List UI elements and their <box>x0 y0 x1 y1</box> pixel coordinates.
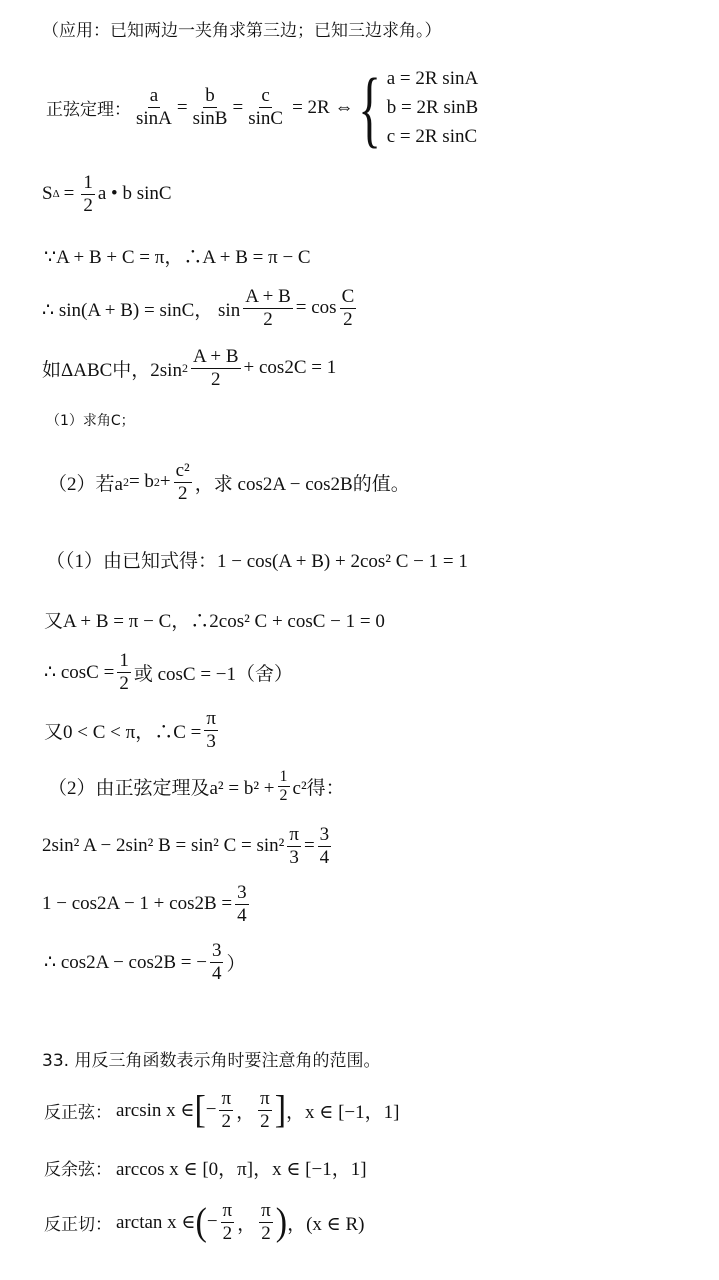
application-note: （应用：已知两边一夹角求第三边；已知三边求角。） <box>42 21 442 41</box>
question-2: （2）若a 2 = b 2 + $\frac{\text{c²}}{2}$ ，求 cos2A − cos2B的值。 <box>48 460 410 504</box>
law-of-sines: 正弦定理： $\frac{a}{\sin A}$ = $\frac{b}{\sin B}$ = $\frac{c}{\sin C}$ = 2R ⇔ { a = 2R sinA b = 2R sinB c = 2R sinC <box>46 59 479 156</box>
fraction-c-sinC: $\frac{c}{\sin C}$ <box>248 85 284 129</box>
area-formula: S Δ = $\frac{1}{2}$ a • b sinC <box>42 172 172 216</box>
solution-cos-expression: 1 − cos2A − 1 + cos2B = $\frac{3}{4}$ <box>42 882 247 926</box>
angle-sum: ∵A + B + C = π，∴A + B = π − C <box>44 247 311 268</box>
sin-sum-identity: ∴ sin(A + B) = sinC， sin $\frac{A + B}{2}$ = cos $\frac{C}{2}$ <box>42 286 355 330</box>
solution-result: ∴ cos2A − cos2B = − $\frac{3}{4}$ ） <box>44 940 246 984</box>
solution-cosC: ∴ cosC = $\frac{1}{2}$ 或 cosC = −1（舍） <box>44 650 293 694</box>
solution-angle-C: 又0 < C < π，∴C = $\frac{\pi}{3}$ <box>44 708 216 752</box>
law-of-sines-label: 正弦定理： <box>46 100 131 120</box>
solution-step-1: （（1）由已知式得：1 − cos(A + B) + 2cos² C − 1 = 1 <box>46 551 468 572</box>
section-33-heading: 33. 用反三角函数表示角时要注意角的范围。 <box>42 1051 381 1071</box>
solution-sin-squares: 2sin² A − 2sin² B = sin² C = sin² $\frac{\pi}{3}$ = $\frac{3}{4}$ <box>42 824 330 868</box>
sine-system: { a = 2R sinA b = 2R sinB c = 2R sinC <box>358 59 479 156</box>
question-1: （1）求角C； <box>46 413 135 429</box>
left-brace: { <box>358 59 382 156</box>
fraction-a-sinA: $\frac{a}{\sin A}$ <box>136 85 172 129</box>
arcsin-range: 反正弦： arcsin x ∈ [ − $\frac{\pi}{2}$ ， $\frac{\pi}{2}$ ] ，x ∈ [−1，1] <box>44 1088 400 1132</box>
arctan-range: 反正切： arctan x ∈ ( − $\frac{\pi}{2}$ ， $\frac{\pi}{2}$ ) ，(x ∈ R) <box>44 1200 365 1244</box>
example-problem: 如ΔABC中，2sin 2 $\frac{A + B}{2}$ + cos2C = 1 <box>42 346 337 390</box>
fraction-b-sinB: $\frac{b}{\sin B}$ <box>192 85 228 129</box>
arccos-range: 反余弦： arccos x ∈ [0，π]，x ∈ [−1，1] <box>44 1159 367 1180</box>
solution-step-2: 又A + B = π − C，∴2cos² C + cosC − 1 = 0 <box>44 611 385 632</box>
solution-part-2-intro: （2）由正弦定理及a² = b² + $\frac{1}{2}$ c²得： <box>48 768 345 805</box>
